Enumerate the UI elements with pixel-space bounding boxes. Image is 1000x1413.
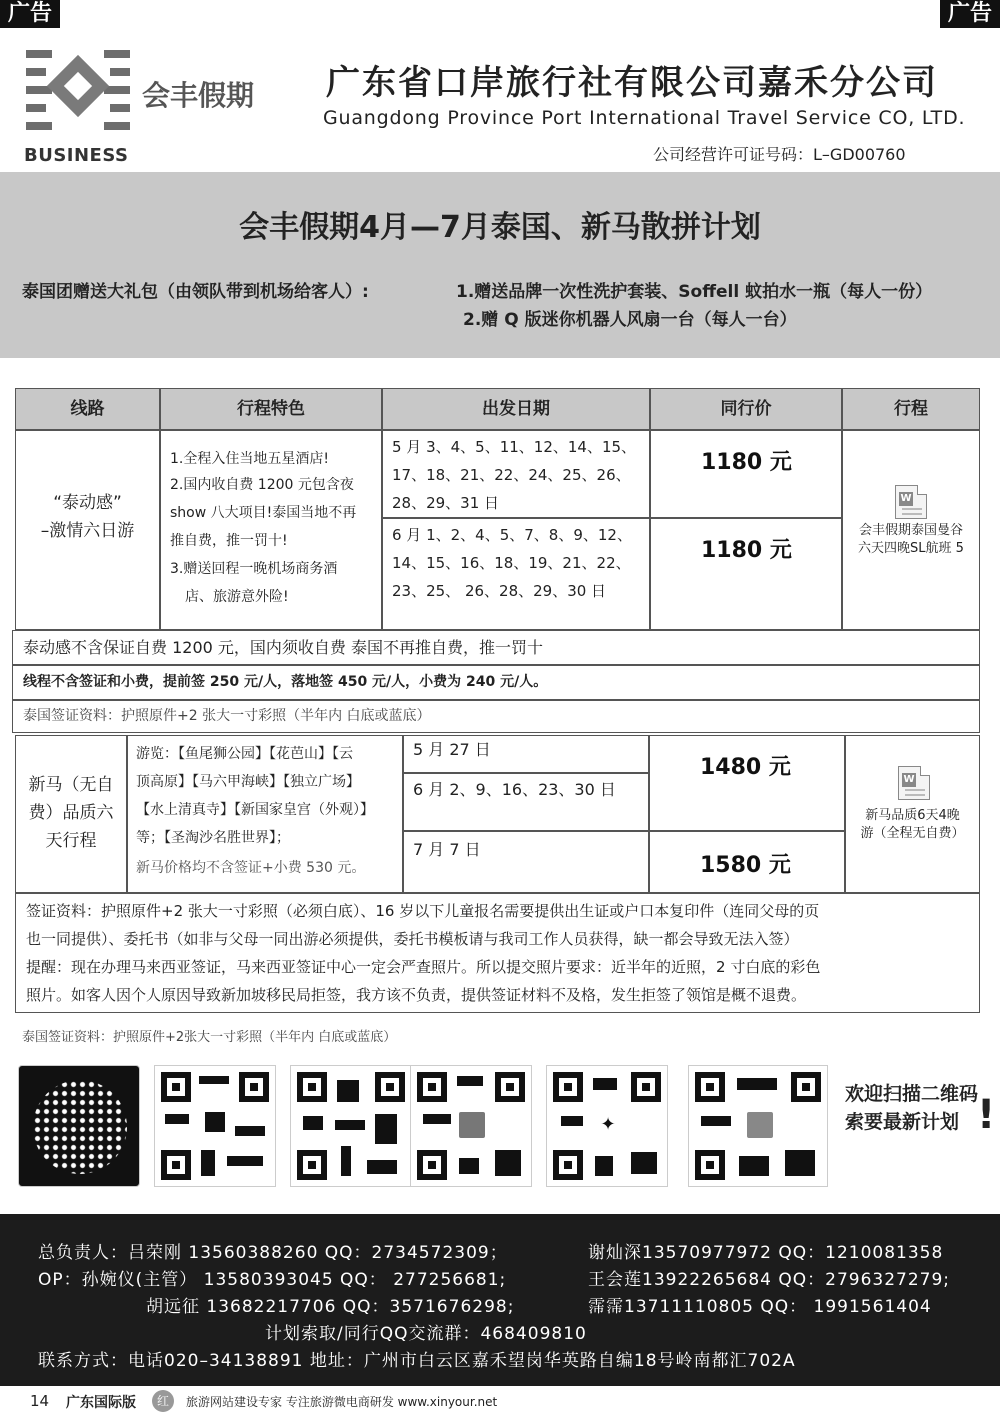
contact-line: 王会莲13922265684 QQ：2796327279; — [588, 1270, 951, 1290]
date-line: 17、18、21、22、24、25、26、 — [392, 466, 631, 484]
thai-visa-small-note: 泰国签证资料：护照原件+2张大一寸彩照（半年内 白底或蓝底） — [22, 1030, 397, 1045]
date-line: 7 月 7 日 — [413, 840, 481, 859]
feature-line: 新马价格均不含签证+小费 530 元。 — [136, 860, 366, 876]
price: 1480 元 — [700, 755, 791, 780]
route-name-line: 新马（无自 — [28, 775, 114, 795]
thailand-dates-may — [382, 430, 650, 518]
banner-title: 会丰假期4月—7月泰国、新马散拼计划 — [239, 210, 761, 245]
xinma-visa-notes — [15, 893, 980, 1013]
thailand-price-june-cell — [650, 518, 842, 630]
qr-code-5[interactable]: ✦ — [546, 1065, 668, 1187]
feature-line: 【水上清真寺】【新国家皇宫（外观）】 — [136, 802, 374, 818]
thailand-dates-june — [382, 518, 650, 630]
scan-line-2: 索要最新计划 — [845, 1111, 960, 1133]
itinerary-file-name[interactable]: 游（全程无自费） — [860, 826, 965, 841]
qr-code-3[interactable] — [290, 1065, 412, 1187]
feature-line: 等；【圣淘沙名胜世界】； — [136, 830, 290, 846]
header-features: 行程特色 — [160, 388, 382, 430]
feature-line: show 八大项目!泰国当地不再 — [170, 505, 357, 521]
xinma-route-cell — [15, 735, 127, 893]
feature-line: 顶高原】【马六甲海峡】【独立广场】 — [136, 774, 360, 790]
date-line: 23、25、 26、28、29、30 日 — [392, 582, 607, 600]
company-logo-icon — [26, 44, 130, 144]
contact-line: 胡远征 13682217706 QQ：3571676298; — [146, 1297, 515, 1317]
itinerary-file-name[interactable]: 会丰假期泰国曼谷 — [858, 523, 963, 538]
visa-note-line: 也一同提供）、委托书（如非与父母一同出游必须提供，委托书模板请与我司工作人员获得，缺一都会导致无法入签） — [26, 930, 799, 948]
gift-item-1: 1.赠送品牌一次性洗护套装、Soffell 蚊拍水一瓶（每人一份） — [456, 282, 933, 302]
logo-business-text: BUSINESS — [24, 145, 129, 166]
header-route: 线路 — [15, 388, 160, 430]
company-name-en: Guangdong Province Port International Travel Service CO, LTD. — [323, 107, 966, 129]
ad-tag-right: 广告 — [940, 0, 1000, 28]
price: 1180 元 — [701, 450, 792, 475]
xinma-price-2-cell — [649, 831, 845, 893]
date-line: 14、15、16、18、19、21、22、 — [392, 554, 631, 572]
visa-note-line: 照片。如客人因个人原因导致新加坡移民局拒签，我方该不负责，提供签证材料不及格，发生拒签了领馆是概不退费。 — [26, 986, 807, 1004]
date-line: 5 月 27 日 — [413, 740, 491, 759]
price: 1180 元 — [701, 538, 792, 563]
feature-line: 推自费，推一罚十! — [170, 533, 288, 549]
header-dates: 出发日期 — [382, 388, 650, 430]
itinerary-file-name[interactable]: 新马品质6天4晚 — [865, 808, 960, 823]
itinerary-file-name[interactable]: 六天四晚SL航班 5 — [858, 541, 964, 556]
xinma-date-3-cell — [403, 831, 649, 893]
badge-icon: 红 — [152, 1390, 174, 1412]
exclamation-mark: ! — [977, 1092, 996, 1138]
visa-note-line: 提醒：现在办理马来西亚签证，马来西亚签证中心一定会严查照片。所以提交照片要求：近半年的近照，2 寸白底的彩色 — [26, 958, 821, 976]
gift-label: 泰国团赠送大礼包（由领队带到机场给客人）: — [22, 282, 369, 302]
feature-line: 1.全程入住当地五星酒店! — [170, 451, 329, 467]
feature-line: 2.国内收自费 1200 元包含夜 — [170, 477, 354, 493]
xinma-date-1-cell — [403, 735, 649, 773]
visa-note-line: 签证资料：护照原件+2 张大一寸彩照（必须白底）、16 岁以下儿童报名需要提供出生证或户口本复印件（连同父母的页 — [26, 902, 820, 920]
feature-line: 3.赠送回程一晚机场商务酒 — [170, 561, 338, 577]
contact-line: OP：孙婉仪(主管） 13580393045 QQ： 277256681; — [38, 1270, 507, 1290]
xinma-features-cell — [127, 735, 403, 893]
feature-line: 游览：【鱼尾狮公园】【花芭山】【云 — [136, 746, 353, 762]
xinma-itinerary-cell[interactable] — [845, 735, 980, 893]
gift-item-2: 2.赠 Q 版迷你机器人风扇一台（每人一台） — [463, 310, 797, 330]
thailand-note-1: 泰动感不含保证自费 1200 元，国内须收自费 泰国不再推自费，推一罚十 — [12, 630, 980, 665]
route-name-line: 费）品质六 — [28, 803, 114, 823]
thailand-features-cell — [160, 430, 382, 630]
date-line: 5 月 3、4、5、11、12、14、15、 — [392, 438, 637, 456]
thailand-note-3: 泰国签证资料：护照原件+2 张大一寸彩照（半年内 白底或蓝底） — [12, 700, 980, 733]
header-itinerary: 行程 — [842, 388, 980, 430]
qq-group-line: 计划索取/同行QQ交流群：468409810 — [265, 1324, 587, 1344]
thailand-price-may-cell — [650, 430, 842, 518]
header-price: 同行价 — [650, 388, 842, 430]
page-footer — [0, 1390, 1000, 1413]
xinma-date-2-cell — [403, 773, 649, 831]
qr-code-6[interactable] — [688, 1065, 828, 1187]
address-line: 联系方式：电话020–34138891 地址：广州市白云区嘉禾望岗华英路自编18号岭南都汇702A — [38, 1351, 796, 1371]
price: 1580 元 — [700, 853, 791, 878]
qr-code-4[interactable] — [410, 1065, 532, 1187]
route-name-line1: “泰动感” — [53, 493, 122, 513]
contact-footer — [0, 1214, 1000, 1386]
thailand-itinerary-cell[interactable] — [842, 430, 980, 630]
route-name-line: 天行程 — [45, 831, 97, 851]
contact-line: 总负责人：吕荣刚 13560388260 QQ：2734572309； — [38, 1243, 508, 1263]
qr-code-1[interactable] — [18, 1065, 140, 1187]
contact-line: 谢灿深13570977972 QQ：1210081358 — [588, 1243, 944, 1263]
promo-banner — [0, 172, 1000, 358]
route-name-line2: –激情六日游 — [40, 521, 135, 541]
brand-name: 会丰假期 — [142, 79, 255, 112]
magazine-name: 广东国际版 — [66, 1395, 136, 1411]
thailand-route-cell — [15, 430, 160, 630]
date-line: 6 月 2、9、16、23、30 日 — [413, 780, 616, 799]
company-name-cn: 广东省口岸旅行社有限公司嘉禾分公司 — [326, 63, 938, 103]
date-line: 28、29、31 日 — [392, 494, 500, 512]
scan-qr-prompt — [845, 1080, 978, 1136]
scan-line-1: 欢迎扫描二维码 — [845, 1083, 979, 1105]
thailand-note-2: 线程不含签证和小费，提前签 250 元/人，落地签 450 元/人，小费为 240 元/人。 — [12, 665, 980, 700]
ad-tag-left: 广告 — [0, 0, 60, 28]
xinma-price-1-cell — [649, 735, 845, 831]
page-number: 14 — [30, 1392, 50, 1410]
license-number: 公司经营许可证号码：L–GD00760 — [653, 145, 906, 164]
qr-code-2[interactable] — [154, 1065, 276, 1187]
feature-line: 店、旅游意外险! — [185, 589, 289, 605]
date-line: 6 月 1、2、4、5、7、8、9、12、 — [392, 526, 632, 544]
contact-line: 霈霈13711110805 QQ： 1991561404 — [588, 1297, 932, 1317]
footer-slogan: 旅游网站建设专家 专注旅游微电商研发 www.xinyour.net — [186, 1395, 498, 1409]
word-document-icon[interactable]: W — [898, 766, 930, 800]
word-document-icon[interactable]: W — [895, 485, 927, 519]
